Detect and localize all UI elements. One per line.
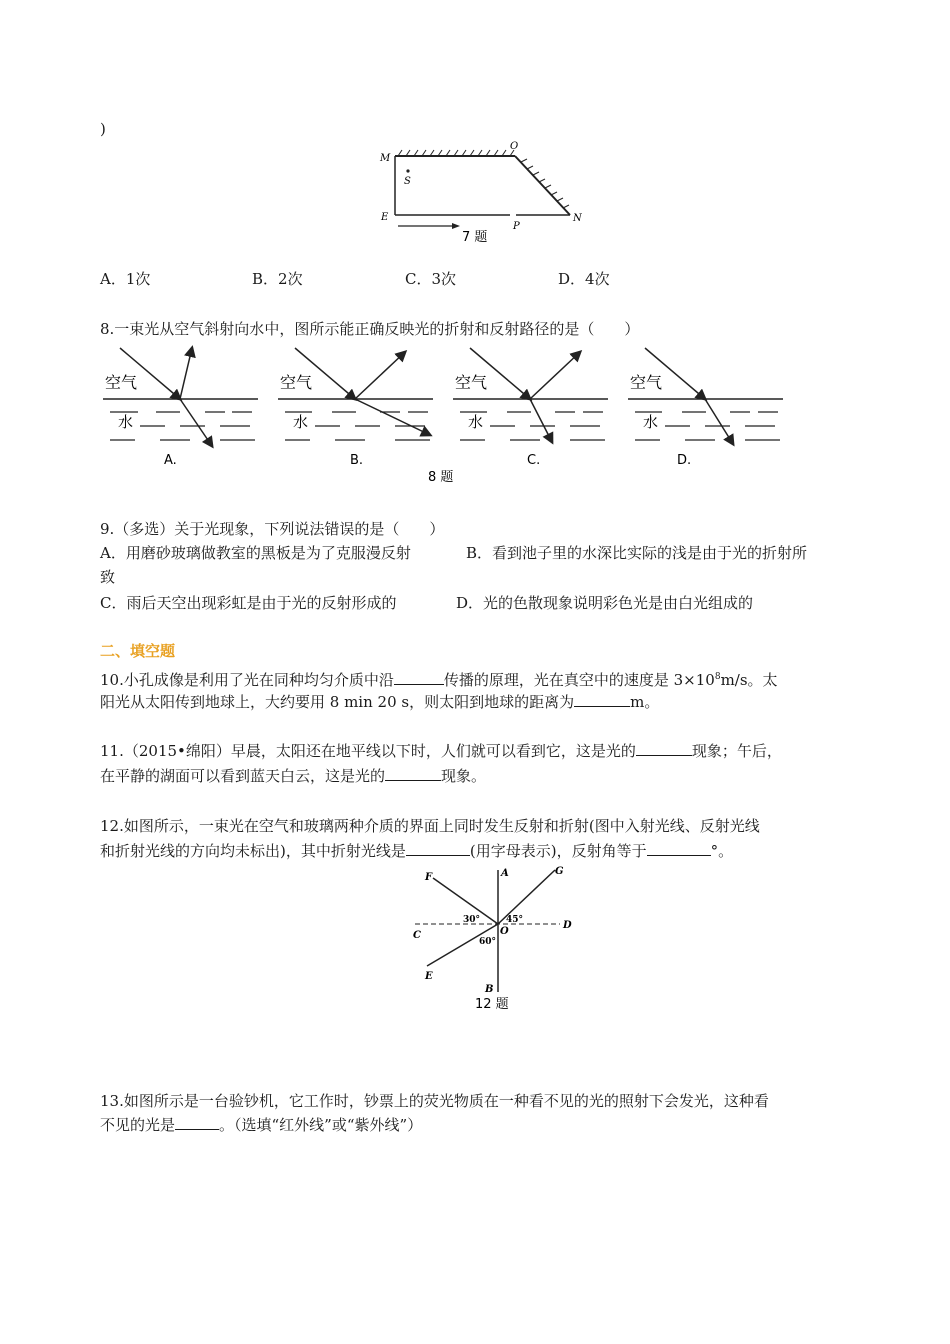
q10-blank-1[interactable] [394, 670, 444, 685]
air-label-b: 空气 [280, 373, 313, 392]
label-n: N [573, 213, 582, 224]
q12-line2-part-c: °。 [710, 842, 734, 860]
water-label-d: 水 [643, 413, 659, 431]
question-11-line-2 [100, 765, 486, 787]
question-11-line-1 [100, 740, 782, 762]
q12-line2-part-b: (用字母表示)，反射角等于 [469, 842, 647, 860]
air-label-d: 空气 [630, 373, 663, 392]
label-s: S [404, 176, 411, 187]
panel-d [628, 348, 783, 468]
q10-exponent: 8 [714, 672, 721, 682]
angle-45: 45° [506, 915, 524, 925]
question-12-line-1: 12.如图所示，一束光在空气和玻璃两种介质的界面上同时发生反射和折射(图中入射光线、反射光线 [100, 817, 760, 835]
q11-blank-1[interactable] [636, 741, 692, 756]
option-7a: A．1次 [100, 270, 151, 288]
panel-a [103, 348, 258, 468]
question-13-line-1: 13.如图所示是一台验钞机，它工作时，钞票上的荧光物质在一种看不见的光的照射下会发光，这种看 [100, 1092, 769, 1110]
q11-line2-part-b: 现象。 [441, 767, 487, 785]
option-9d: D．光的色散现象说明彩色光是由白光组成的 [456, 594, 754, 612]
q13-line2-part-b: 。（选填“红外线”或“紫外线”） [219, 1116, 423, 1134]
figure-7-mirror-diagram [370, 138, 590, 248]
mirror-on-hatching [521, 159, 569, 208]
figure-12-caption: 12 题 [475, 997, 509, 1012]
air-label-a: 空气 [105, 373, 138, 392]
angle-30: 30° [463, 915, 481, 925]
question-8-stem: 8.一束光从空气斜射向水中，图所示能正确反映光的折射和反射路径的是（ ） [100, 320, 640, 338]
q12-line2-part-a: 和折射光线的方向均未标出)，其中折射光线是 [100, 842, 406, 860]
q10-line1-part-c: m/s。太 [720, 671, 778, 689]
point-s [406, 169, 409, 172]
figure-8-panels [100, 340, 790, 485]
option-9c: C．雨后天空出现彩虹是由于光的反射形成的 [100, 594, 397, 612]
label-b: B [485, 984, 494, 995]
q10-line1-part-a: 10.小孔成像是利用了光在同种均匀介质中沿 [100, 671, 394, 689]
water-label-a: 水 [118, 413, 134, 431]
question-10-line-2 [100, 691, 659, 713]
figure-12-ray-diagram [405, 862, 590, 1012]
q10-line2-part-a: 阳光从太阳传到地球上，大约要用 8 min 20 s，则太阳到地球的距离为 [100, 693, 575, 711]
option-9a: A．用磨砂玻璃做教室的黑板是为了克服漫反射 [100, 544, 411, 562]
mirror-on [515, 156, 570, 215]
question-9-stem: 9.（多选）关于光现象，下列说法错误的是（ ） [100, 520, 445, 538]
panel-d-label: D. [677, 453, 692, 468]
label-o: O [510, 141, 519, 152]
q11-blank-2[interactable] [385, 766, 441, 781]
direction-arrowhead [452, 223, 460, 229]
label-e: E [425, 971, 433, 982]
water-label-c: 水 [468, 413, 484, 431]
label-o: O [500, 926, 509, 937]
label-p: P [513, 221, 520, 232]
section-2-title: 二、填空题 [100, 642, 176, 660]
label-e: E [381, 212, 389, 223]
q11-line2-part-a: 在平静的湖面可以看到蓝天白云，这是光的 [100, 767, 386, 785]
panel-c-label: C. [527, 453, 541, 468]
q11-line1-part-b: 现象；午后， [691, 742, 782, 760]
panel-c [453, 348, 608, 468]
q10-line2-part-b: m。 [630, 693, 660, 711]
label-m: M [380, 153, 391, 164]
panel-a-label: A. [164, 453, 177, 468]
question-13-line-2 [100, 1114, 422, 1136]
q11-line1-part-a: 11.（2015•绵阳）早晨，太阳还在地平线以下时，人们就可以看到它，这是光的 [100, 742, 636, 760]
label-f: F [425, 872, 433, 883]
water-label-b: 水 [293, 413, 309, 431]
option-7d: D．4次 [558, 270, 610, 288]
q12-blank-1[interactable] [406, 841, 470, 856]
figure-8-caption: 8 题 [428, 470, 454, 485]
question-12-line-2 [100, 840, 733, 862]
question-6-tail: ) [100, 120, 106, 138]
option-9b-continued: 致 [100, 568, 116, 586]
q10-blank-2[interactable] [574, 692, 630, 707]
label-c: C [413, 930, 421, 941]
figure-7-caption: 7 题 [462, 230, 488, 245]
q13-line2-part-a: 不见的光是 [100, 1116, 176, 1134]
label-a: A [501, 868, 509, 879]
panel-b [278, 348, 433, 468]
label-g: G [555, 866, 564, 877]
q12-blank-2[interactable] [647, 841, 711, 856]
option-9b: B．看到池子里的水深比实际的浅是由于光的折射所 [466, 544, 808, 562]
q10-line1-part-b: 传播的原理，光在真空中的速度是 3×10 [443, 671, 715, 689]
air-label-c: 空气 [455, 373, 488, 392]
label-d: D [563, 920, 572, 931]
panel-b-label: B. [350, 453, 364, 468]
option-7b: B．2次 [252, 270, 303, 288]
q13-blank[interactable] [175, 1115, 219, 1130]
question-10-line-1 [100, 666, 778, 691]
angle-60: 60° [479, 937, 497, 947]
option-7c: C．3次 [405, 270, 457, 288]
